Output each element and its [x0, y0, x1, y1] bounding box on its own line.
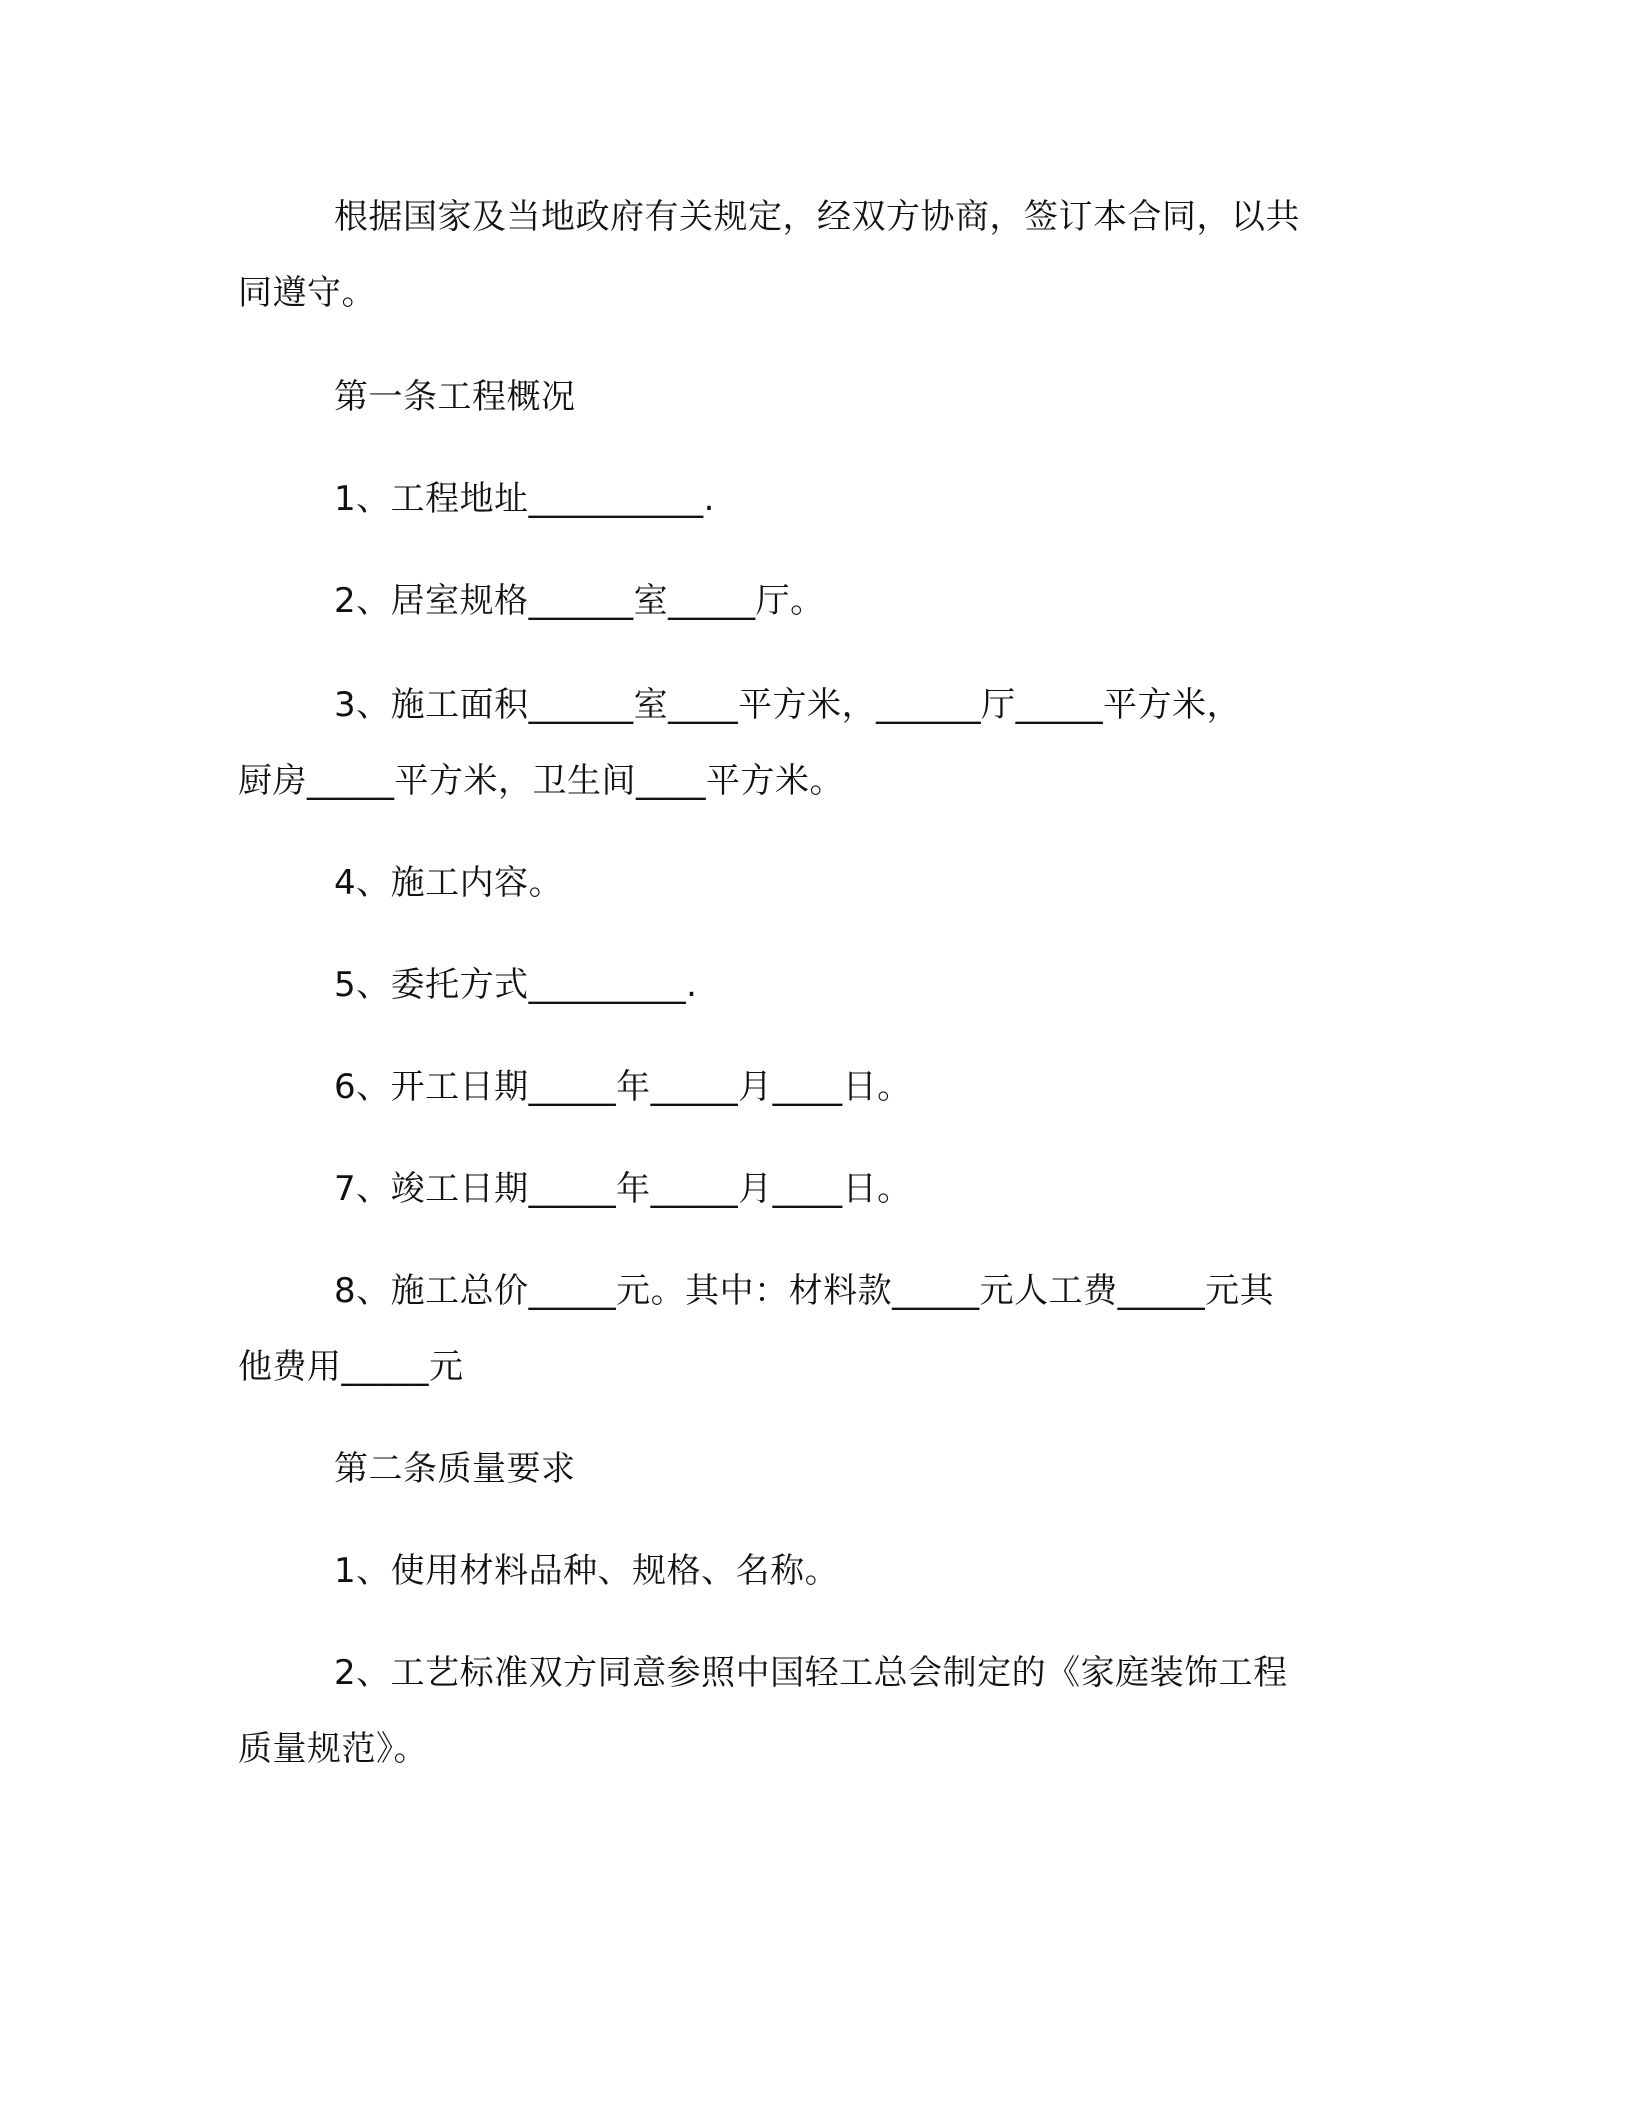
- clause-1-address: 1、工程地址__________.: [334, 479, 715, 519]
- clause-5-method: 5、委托方式_________.: [334, 965, 698, 1005]
- clause-4-content: 4、施工内容。: [334, 863, 564, 903]
- section-heading-1: 第一条工程概况: [334, 377, 576, 417]
- quality-clause-1: 1、使用材料品种、规格、名称。: [334, 1551, 840, 1591]
- clause-8-total-price-line-1: 8、施工总价_____元。其中：材料款_____元人工费_____元其: [334, 1271, 1275, 1311]
- quality-clause-2-line-1: 2、工艺标准双方同意参照中国轻工总会制定的《家庭装饰工程: [334, 1653, 1288, 1693]
- clause-3-area-line-2: 厨房_____平方米，卫生间____平方米。: [238, 761, 844, 801]
- clause-7-end-date: 7、竣工日期_____年_____月____日。: [334, 1169, 912, 1209]
- intro-paragraph-line-1: 根据国家及当地政府有关规定，经双方协商，签订本合同，以共: [334, 197, 1300, 237]
- quality-clause-2-line-2: 质量规范》。: [238, 1729, 428, 1769]
- section-heading-2: 第二条质量要求: [334, 1449, 576, 1489]
- intro-paragraph-line-2: 同遵守。: [238, 273, 376, 313]
- clause-8-total-price-line-2: 他费用_____元: [238, 1347, 464, 1387]
- clause-2-room-spec: 2、居室规格______室_____厅。: [334, 581, 825, 621]
- clause-6-start-date: 6、开工日期_____年_____月____日。: [334, 1067, 912, 1107]
- clause-3-area-line-1: 3、施工面积______室____平方米，______厅_____平方米，: [334, 685, 1242, 725]
